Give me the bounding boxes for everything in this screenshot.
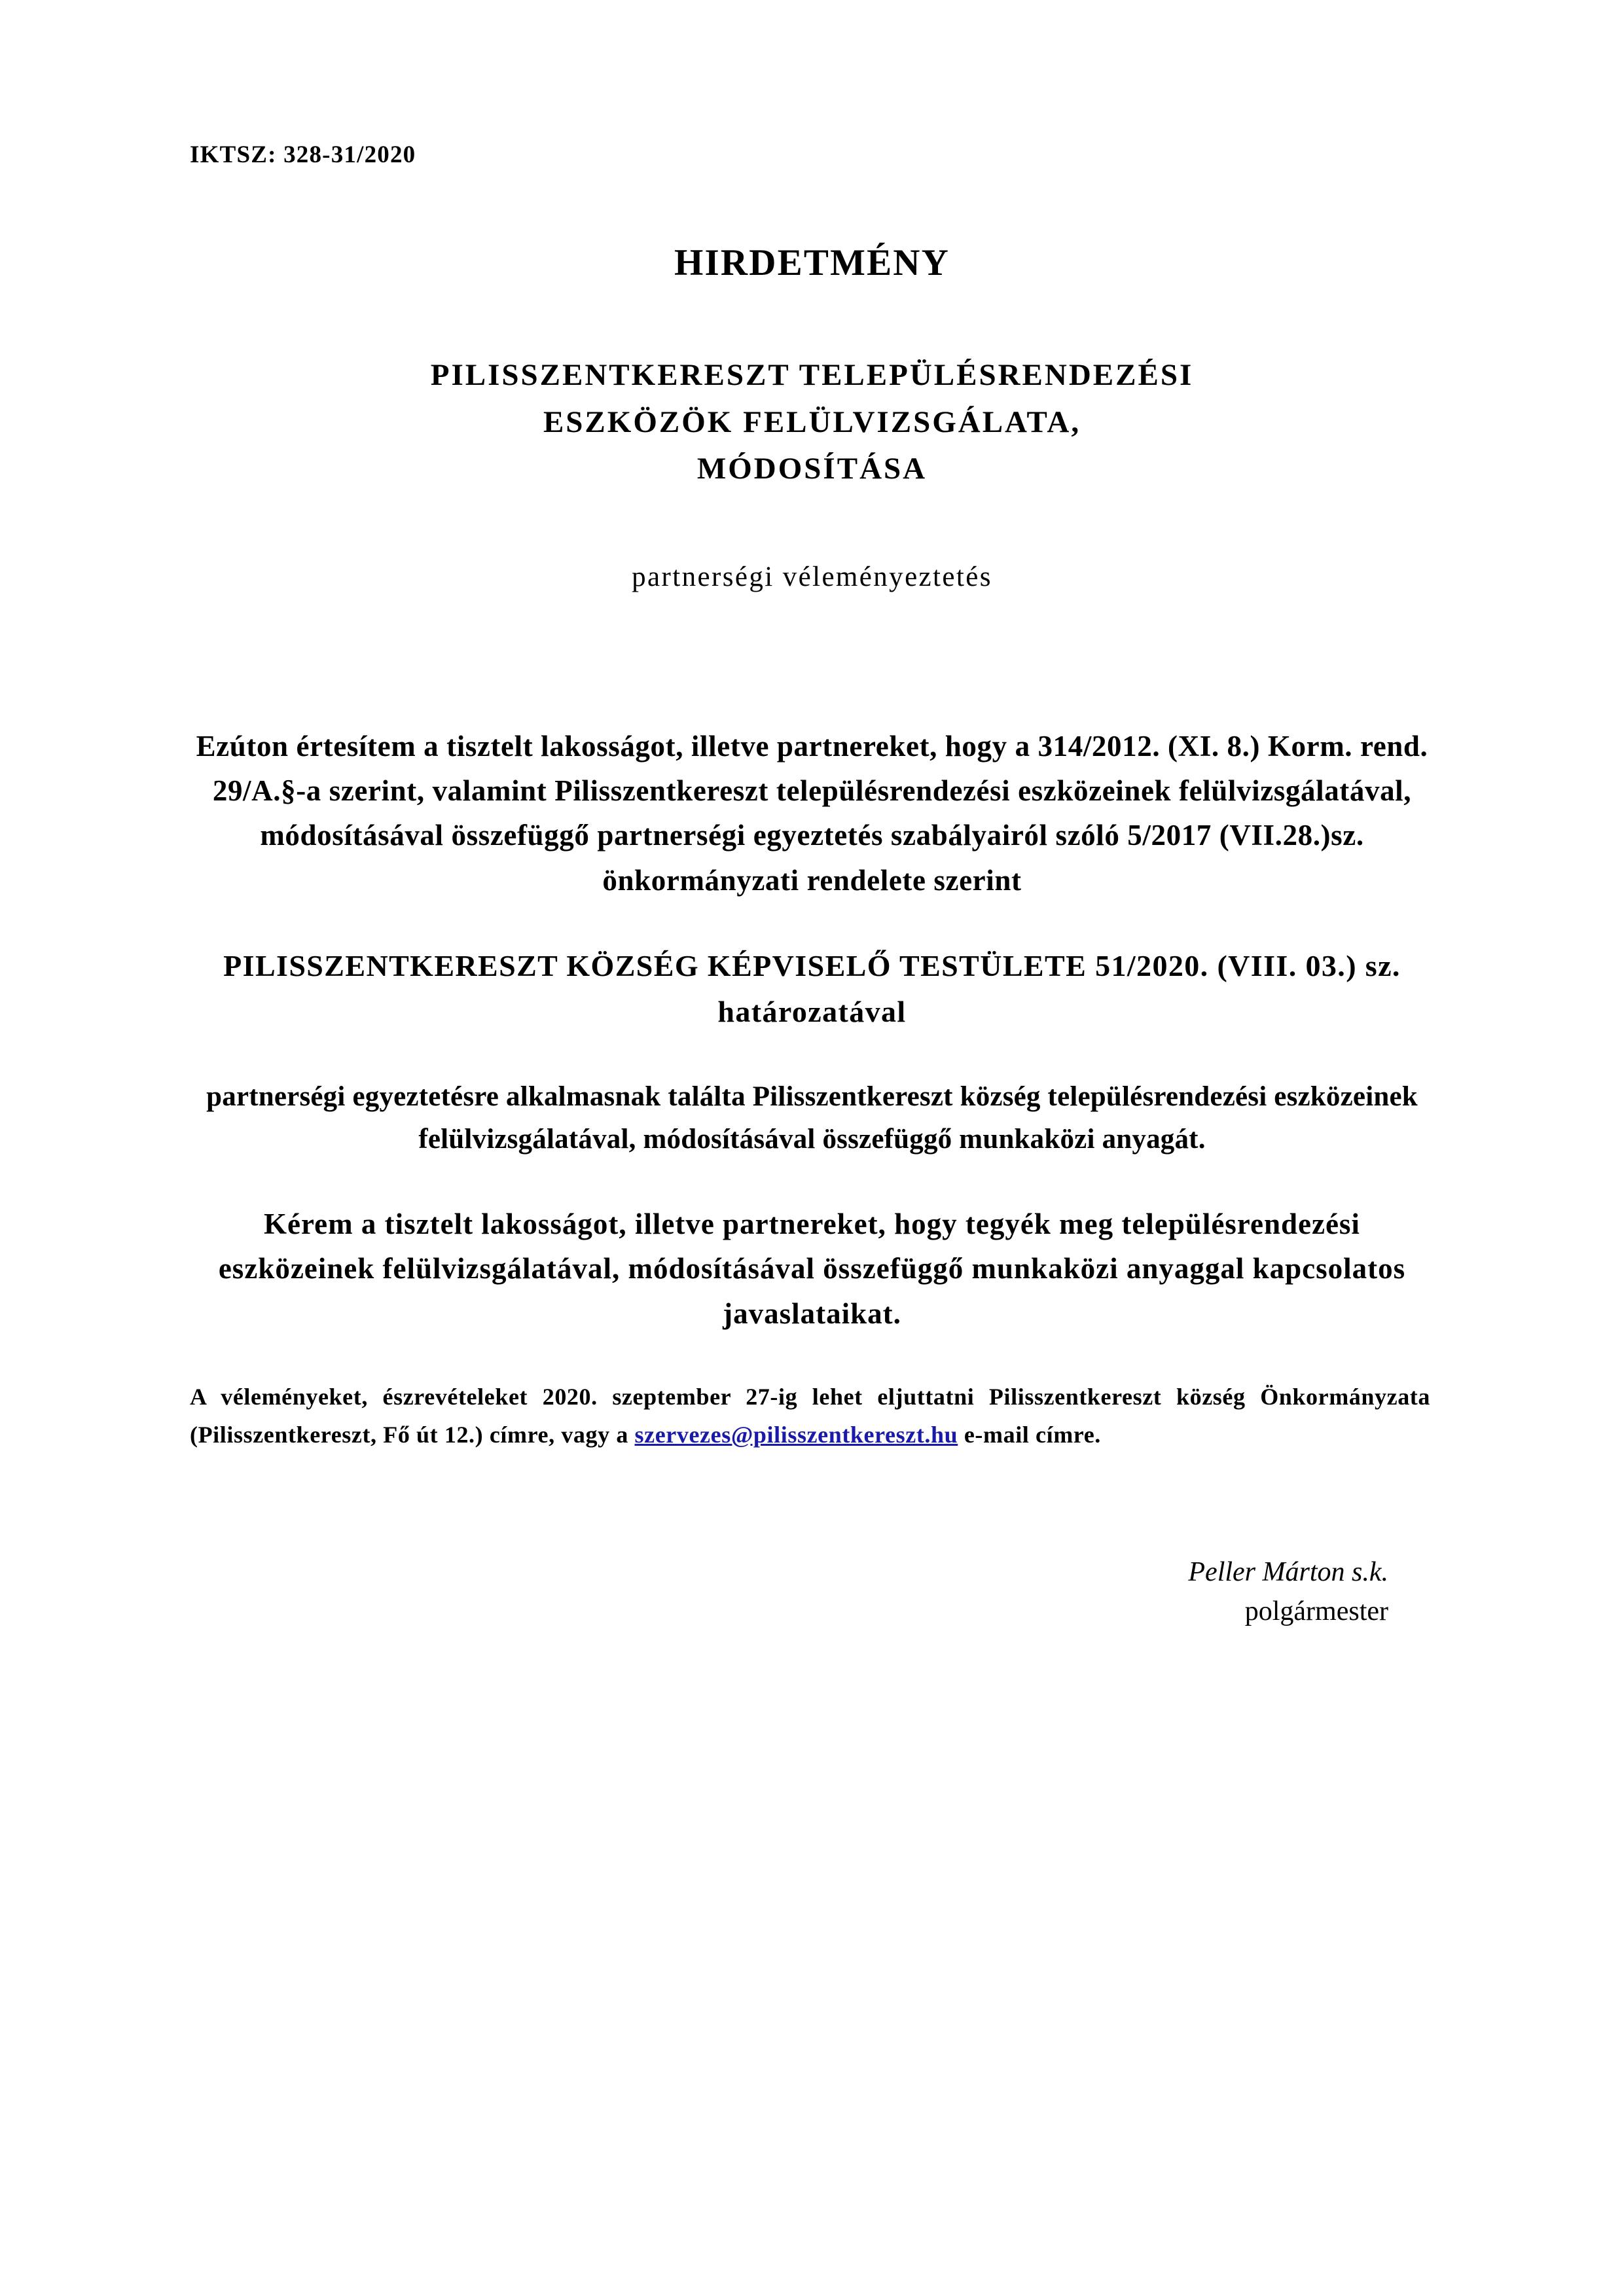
document-subtitle-block: [190, 352, 1434, 492]
paragraph-notice: [190, 1378, 1434, 1454]
paragraph-intro: Ezúton értesítem a tisztelt lakosságot, illetve partnereket, hogy a 314/2012. (XI. 8.) Korm. rend. 29/A.§-a szerint, valamint Pilisszentkereszt településrendezési eszközeinek felülvizsgálatával, módosításával összefüggő partnerségi egyeztetés szabályairól szóló 5/2017 (VII.28.)sz. önkormányzati rendelete szerint: [196, 729, 1428, 897]
signature-role: polgármester: [1244, 1596, 1388, 1627]
page-title: HIRDETMÉNY: [674, 242, 950, 284]
notice-text-after-link: e-mail címre.: [958, 1422, 1101, 1448]
document-subtitle-line-1: PILISSZENTKERESZT TELEPÜLÉSRENDEZÉSI: [430, 358, 1194, 393]
signature-name: Peller Márton s.k.: [1188, 1556, 1388, 1587]
document-kicker: partnerségi véleményeztetés: [632, 561, 992, 592]
signature-block: [190, 1552, 1434, 1632]
email-link[interactable]: szervezes@pilisszentkereszt.hu: [634, 1422, 958, 1448]
paragraph-decision: partnerségi egyeztetésre alkalmasnak találta Pilisszentkereszt község településrendezési eszközeinek felülvizsgálatával, módosításával összefüggő munkaközi anyagát.: [206, 1081, 1418, 1155]
document-subtitle-line-3: MÓDOSÍTÁSA: [696, 452, 928, 486]
notice-text-before-link: A véleményeket, észrevételeket 2020. szeptember 27-ig lehet eljuttatni Pilisszentkereszt község Önkormányzata (Pilisszentkereszt, Fő út 12.) címre, vagy a: [190, 1383, 1430, 1448]
document-subtitle-line-2: ESZKÖZÖK FELÜLVIZSGÁLATA,: [543, 404, 1081, 439]
paragraph-request: Kérem a tisztelt lakosságot, illetve partnereket, hogy tegyék meg településrendezési eszközeinek felülvizsgálatával, módosításával összefüggő munkaközi anyaggal kapcsolatos javaslataikat.: [218, 1207, 1406, 1330]
reference-number: IKTSZ: 328-31/2020: [190, 141, 416, 168]
paragraph-resolution: PILISSZENTKERESZT KÖZSÉG KÉPVISELŐ TESTÜLETE 51/2020. (VIII. 03.) sz. határozatával: [223, 949, 1401, 1029]
